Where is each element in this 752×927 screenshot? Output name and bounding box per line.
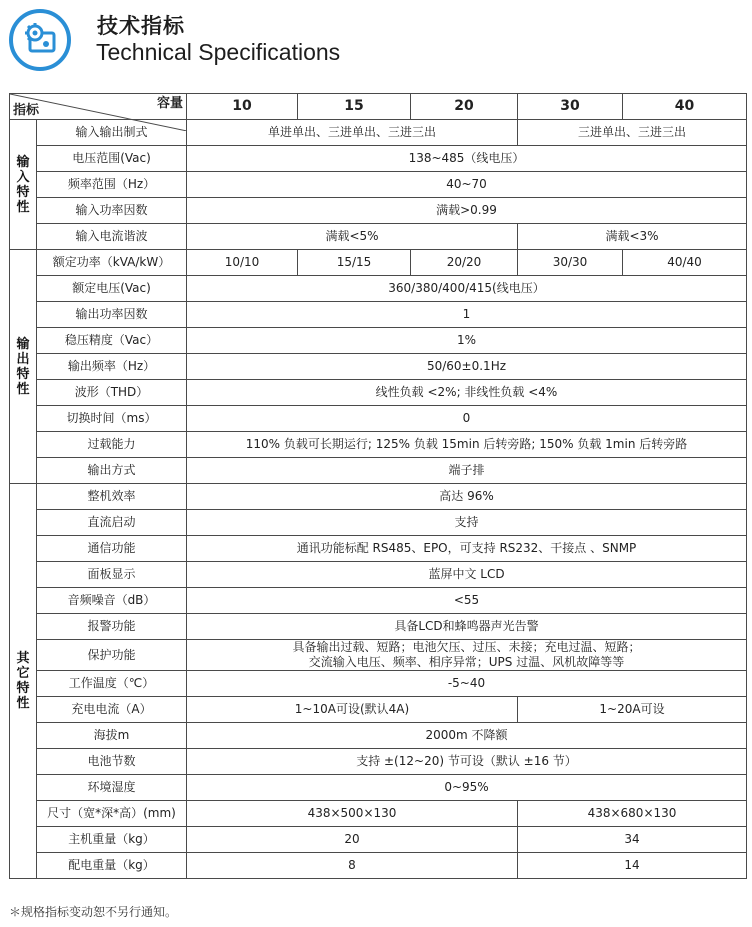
row-label: 输入电流谐波 xyxy=(37,224,187,250)
table-row xyxy=(10,775,747,801)
spec-table xyxy=(9,93,747,879)
table-row xyxy=(10,801,747,827)
table-row xyxy=(10,671,747,697)
table-row xyxy=(10,328,747,354)
row-label: 音频噪音（dB） xyxy=(37,588,187,614)
table-row xyxy=(10,562,747,588)
page-title-en: Technical Specifications xyxy=(96,39,341,65)
cell-value: 8 xyxy=(187,853,518,879)
row-label: 频率范围（Hz） xyxy=(37,172,187,198)
page-header xyxy=(0,0,752,88)
row-label: 直流启动 xyxy=(37,510,187,536)
cell-value: 2000m 不降额 xyxy=(187,723,747,749)
row-label: 输出方式 xyxy=(37,458,187,484)
row-label: 工作温度（℃） xyxy=(37,671,187,697)
cell-value: 1~10A可设(默认4A) xyxy=(187,697,518,723)
cell-value: 138~485（线电压） xyxy=(187,146,747,172)
cell-value: 15/15 xyxy=(298,250,411,276)
cell-value: 14 xyxy=(518,853,747,879)
capacity-header: 10 xyxy=(187,94,298,120)
row-label: 通信功能 xyxy=(37,536,187,562)
table-row xyxy=(10,749,747,775)
table-row xyxy=(10,224,747,250)
table-row xyxy=(10,354,747,380)
row-label: 尺寸（宽*深*高）(mm) xyxy=(37,801,187,827)
table-row xyxy=(10,380,747,406)
cell-value: 端子排 xyxy=(187,458,747,484)
cell-value: 三进单出、三进三出 xyxy=(518,120,747,146)
cell-value: 线性负载 <2%; 非线性负载 <4% xyxy=(187,380,747,406)
cell-value: 高达 96% xyxy=(187,484,747,510)
section-input-label xyxy=(10,120,37,250)
table-row xyxy=(10,640,747,671)
cell-value: 34 xyxy=(518,827,747,853)
table-row xyxy=(10,853,747,879)
row-label: 波形（THD） xyxy=(37,380,187,406)
row-label: 配电重量（kg） xyxy=(37,853,187,879)
row-label: 充电电流（A） xyxy=(37,697,187,723)
row-label: 稳压精度（Vac） xyxy=(37,328,187,354)
header-corner-cell xyxy=(10,94,187,120)
cell-value: 满载>0.99 xyxy=(187,198,747,224)
table-row xyxy=(10,827,747,853)
cell-value: 支持 xyxy=(187,510,747,536)
cell-value: -5~40 xyxy=(187,671,747,697)
table-row xyxy=(10,146,747,172)
table-row xyxy=(10,406,747,432)
table-row xyxy=(10,614,747,640)
cell-value: 0~95% xyxy=(187,775,747,801)
section-output-text: 输 出 特 性 xyxy=(16,336,30,397)
cell-value: 满载<3% xyxy=(518,224,747,250)
row-label: 输出功率因数 xyxy=(37,302,187,328)
cell-value xyxy=(187,640,747,671)
table-row xyxy=(10,172,747,198)
corner-index-label: 指标 xyxy=(13,103,40,118)
page-title-cn: 技术指标 xyxy=(97,14,185,38)
cell-value: 110% 负载可长期运行; 125% 负载 15min 后转旁路; 150% 负载 1min 后转旁路 xyxy=(187,432,747,458)
table-row xyxy=(10,697,747,723)
cell-value: 20/20 xyxy=(411,250,518,276)
table-row xyxy=(10,588,747,614)
table-row xyxy=(10,302,747,328)
cell-value: <55 xyxy=(187,588,747,614)
row-label: 额定电压(Vac) xyxy=(37,276,187,302)
capacity-header: 30 xyxy=(518,94,623,120)
row-label: 输入功率因数 xyxy=(37,198,187,224)
gear-document-icon xyxy=(20,20,60,60)
table-row xyxy=(10,536,747,562)
table-row xyxy=(10,276,747,302)
cell-value: 通讯功能标配 RS485、EPO，可支持 RS232、干接点 、SNMP xyxy=(187,536,747,562)
row-label: 环境湿度 xyxy=(37,775,187,801)
row-label: 报警功能 xyxy=(37,614,187,640)
row-label: 电池节数 xyxy=(37,749,187,775)
cell-value: 438×500×130 xyxy=(187,801,518,827)
corner-capacity-label: 容量 xyxy=(156,96,183,111)
cell-value: 蓝屏中文 LCD xyxy=(187,562,747,588)
cell-value: 438×680×130 xyxy=(518,801,747,827)
row-label: 切换时间（ms） xyxy=(37,406,187,432)
capacity-header: 20 xyxy=(411,94,518,120)
cell-value: 支持 ±(12~20) 节可设（默认 ±16 节） xyxy=(187,749,747,775)
row-label: 整机效率 xyxy=(37,484,187,510)
row-label: 电压范围(Vac) xyxy=(37,146,187,172)
cell-value: 40/40 xyxy=(623,250,747,276)
table-row xyxy=(10,458,747,484)
row-label: 保护功能 xyxy=(37,640,187,671)
cell-value: 360/380/400/415(线电压） xyxy=(187,276,747,302)
table-row xyxy=(10,484,747,510)
cell-value: 40~70 xyxy=(187,172,747,198)
table-row xyxy=(10,198,747,224)
row-label: 输入输出制式 xyxy=(37,120,187,146)
cell-value: 50/60±0.1Hz xyxy=(187,354,747,380)
row-label: 主机重量（kg） xyxy=(37,827,187,853)
footnote: ＊规格指标变动恕不另行通知。 xyxy=(9,905,178,919)
cell-value: 30/30 xyxy=(518,250,623,276)
section-output-label xyxy=(10,250,37,484)
section-input-text: 输 入 特 性 xyxy=(16,154,30,215)
cell-value: 满载<5% xyxy=(187,224,518,250)
protection-line-2: 交流输入电压、频率、相序异常；UPS 过温、风机故障等等 xyxy=(308,655,625,669)
logo xyxy=(9,9,71,71)
section-other-text: 其 它 特 性 xyxy=(16,651,30,711)
capacity-header: 15 xyxy=(298,94,411,120)
cell-value: 1% xyxy=(187,328,747,354)
protection-line-1: 具备输出过载、短路；电池欠压、过压、未接；充电过温、短路； xyxy=(292,640,641,654)
table-row xyxy=(10,510,747,536)
cell-value: 具备LCD和蜂鸣器声光告警 xyxy=(187,614,747,640)
capacity-header: 40 xyxy=(623,94,747,120)
cell-value: 20 xyxy=(187,827,518,853)
row-label: 海拔m xyxy=(37,723,187,749)
cell-value: 0 xyxy=(187,406,747,432)
cell-value: 1~20A可设 xyxy=(518,697,747,723)
table-row xyxy=(10,432,747,458)
section-other-label xyxy=(10,484,37,879)
cell-value: 单进单出、三进单出、三进三出 xyxy=(187,120,518,146)
table-row xyxy=(10,723,747,749)
row-label: 面板显示 xyxy=(37,562,187,588)
row-label: 过载能力 xyxy=(37,432,187,458)
row-label: 输出频率（Hz） xyxy=(37,354,187,380)
cell-value: 1 xyxy=(187,302,747,328)
table-header-row xyxy=(10,94,747,120)
cell-value: 10/10 xyxy=(187,250,298,276)
table-row xyxy=(10,250,747,276)
row-label: 额定功率（kVA/kW） xyxy=(37,250,187,276)
